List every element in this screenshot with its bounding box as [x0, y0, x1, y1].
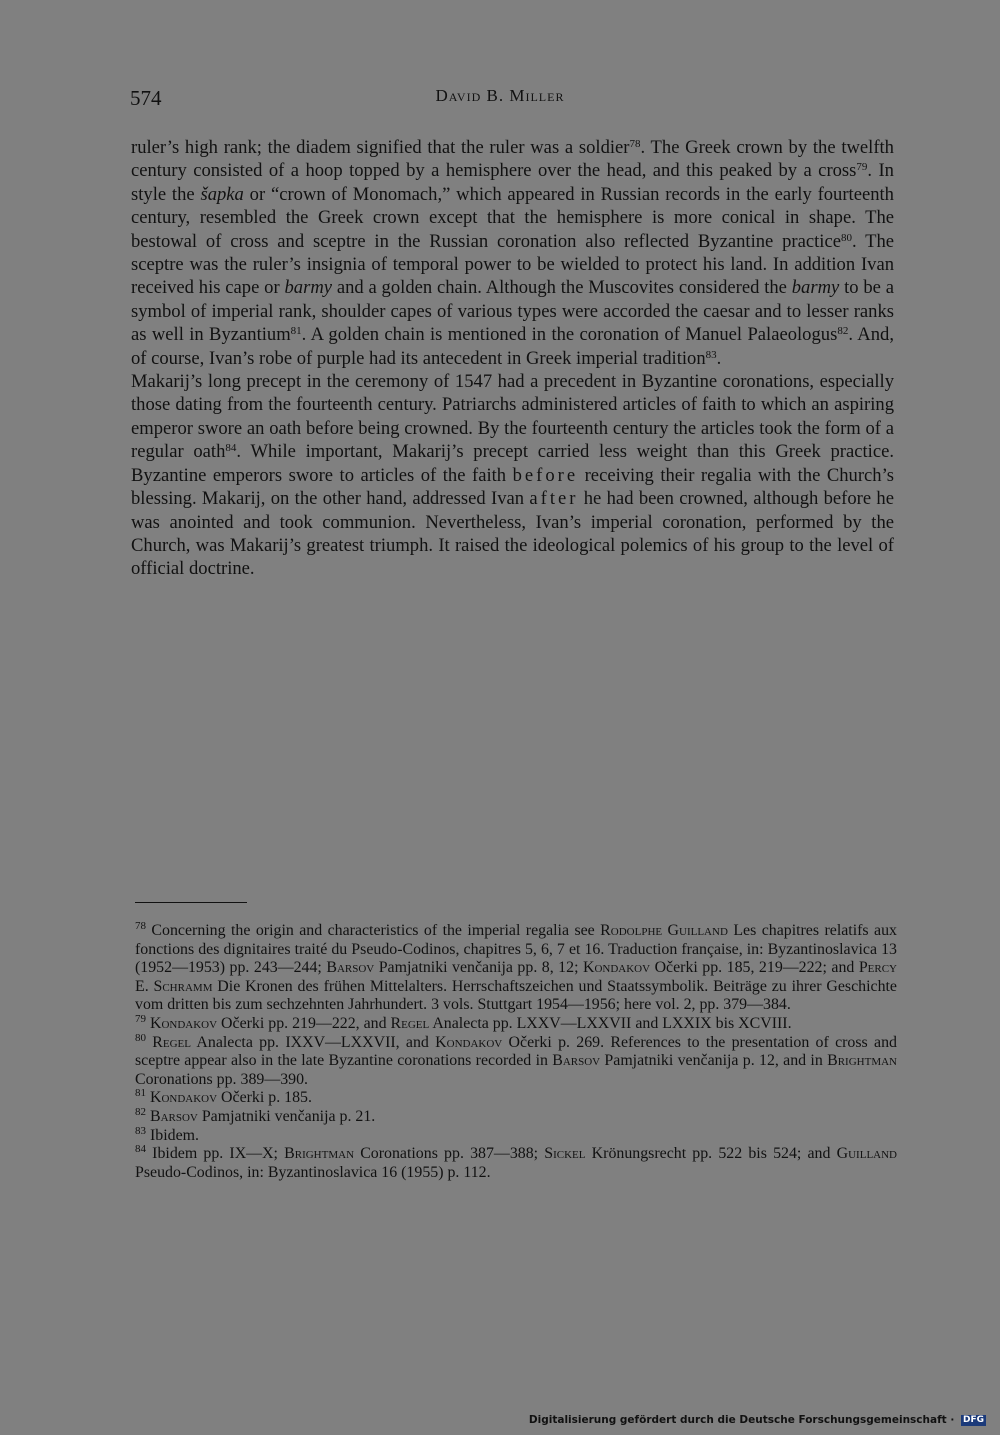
- author-name: Kondakov: [149, 1089, 218, 1107]
- footnote-ref-79: 79: [856, 161, 868, 174]
- footnote-number: 80: [135, 1031, 146, 1044]
- paragraph-2: [131, 370, 894, 581]
- text-run: Ibidem.: [146, 1126, 199, 1144]
- author-name: Sickel: [544, 1145, 586, 1163]
- author-name: Brightman: [284, 1145, 355, 1163]
- author-name: Kondakov: [582, 959, 651, 977]
- author-name: Kondakov: [149, 1014, 218, 1032]
- footnote-ref-81: 81: [290, 325, 302, 338]
- text-run: Krönungsrecht pp. 522 bis 524; and: [585, 1145, 837, 1163]
- footnote-82: [135, 1105, 897, 1127]
- footnote-divider: [135, 902, 247, 903]
- author-name: Kondakov: [435, 1033, 503, 1051]
- footnote-ref-84: 84: [225, 442, 237, 455]
- footnote-ref-82: 82: [837, 325, 849, 338]
- text-run: Očerki p. 185.: [217, 1089, 312, 1107]
- credit-text: Digitalisierung gefördert durch die Deutsche Forschungsgemeinschaft ·: [528, 1414, 955, 1426]
- footnote-number: 79: [135, 1012, 146, 1025]
- footnote-number: 78: [135, 919, 146, 932]
- footnote-80: [135, 1031, 897, 1090]
- footnote-84: [135, 1145, 897, 1182]
- body-text: [131, 136, 894, 581]
- footnote-ref-83: 83: [705, 348, 717, 361]
- footnotes: [135, 919, 898, 1182]
- text-run: .: [716, 347, 722, 369]
- emphasis-after: after: [529, 488, 579, 510]
- author-name: Percy E. Schramm: [135, 959, 898, 995]
- text-run: Coronations pp. 387—388;: [354, 1145, 545, 1163]
- author-name: Barsov: [552, 1052, 601, 1070]
- text-run: Ibidem pp. IX—X;: [146, 1145, 285, 1163]
- paragraph-1: [131, 136, 894, 370]
- author-name: Barsov: [149, 1107, 198, 1125]
- footnote-number: 82: [135, 1105, 146, 1118]
- footnote-number: 81: [135, 1087, 146, 1100]
- text-run: Coronations pp. 389—390.: [135, 1070, 309, 1088]
- digitization-credit: [529, 1414, 986, 1426]
- text-run: Pamjatniki venčanija pp. 8, 12;: [374, 959, 583, 977]
- running-head: David B. Miller: [435, 86, 565, 105]
- text-run: . In style the: [131, 160, 894, 205]
- text-run: Die Kronen des frühen Mittelalters. Herrschaftszeichen und Staatssymbolik. Beiträge zu ihrer Geschichte vom dritten bis zum sechzehnten Jahrhundert. 3 vols. Stuttgart 1954—1956; here vol. 2, pp. 379—384.: [135, 977, 897, 1014]
- term-barmy: barmy: [791, 277, 840, 299]
- text-run: or “crown of Monomach,” which appeared in Russian records in the early fourteenth century, resembled the Greek crown except that the hemisphere is more conical in shape. The bestowal of cross and sceptre in the Russian coronation also reflected Byzantine practice: [131, 183, 894, 252]
- text-run: Pseudo-Codinos, in: Byzantinoslavica 16 (1955) p. 112.: [135, 1163, 491, 1181]
- text-run: to be a symbol of imperial rank, shoulder capes of various types were accorded the caesar and to lesser ranks as well in Byzantium: [131, 277, 894, 346]
- text-run: . And, of course, Ivan’s robe of purple had its antecedent in Greek imperial tradition: [131, 324, 894, 369]
- author-name: Regel: [390, 1014, 430, 1032]
- footnote-83: [135, 1124, 897, 1146]
- footnote-ref-80: 80: [840, 231, 852, 244]
- author-name: Brightman: [827, 1052, 897, 1070]
- text-run: Concerning the origin and characteristics of the imperial regalia see: [146, 922, 601, 939]
- dfg-logo-icon: DFG: [962, 1414, 984, 1425]
- text-run: he had been crowned, although before he was anointed and took communion. Nevertheless, Ivan’s imperial coronation, performed by the Church, was Makarij’s greatest triumph. It raised the ideological polemics of his group to the level of official doctrine.: [131, 488, 894, 580]
- author-name: Guilland: [836, 1145, 897, 1163]
- text-run: Analecta pp. IXXV—LXXVII, and: [191, 1033, 436, 1051]
- author-name: Barsov: [326, 959, 375, 977]
- text-run: Pamjatniki venčanija p. 21.: [197, 1107, 376, 1125]
- footnote-number: 83: [135, 1124, 146, 1137]
- emphasis-before: before: [512, 464, 579, 486]
- text-run: Očerki p. 269. References to the presentation of cross and sceptre appear also in the late Byzantine coronations recorded in: [135, 1033, 897, 1070]
- footnote-ref-78: 78: [629, 137, 641, 150]
- author-name: Rodolphe Guilland: [600, 922, 728, 939]
- text-run: receiving their regalia with the Church’s blessing. Makarij, on the other hand, addressed Ivan: [131, 464, 894, 510]
- text-run: Analecta pp. LXXV—LXXVII and LXXIX bis XCVIII.: [429, 1014, 792, 1032]
- footnote-81: [135, 1089, 897, 1108]
- text-run: Les chapitres relatifs aux fonctions des dignitaires traité du Pseudo-Codinos, chapitres 5, 6, 7 et 16. Traduction française, in: Byzantinoslavica 13 (1952—1953) pp. 243—244;: [135, 922, 897, 977]
- text-run: ruler’s high rank; the diadem signified that the ruler was a soldier: [131, 137, 630, 158]
- text-run: . The Greek crown by the twelfth century consisted of a hoop topped by a hemisphere over the head, and this peaked by a cross: [131, 137, 894, 182]
- text-run: Očerki pp. 185, 219—222; and: [650, 959, 859, 977]
- author-name: Regel: [152, 1033, 191, 1051]
- text-run: and a golden chain. Although the Muscovites considered the: [332, 277, 792, 299]
- text-run: Makarij’s long precept in the ceremony of 1547 had a precedent in Byzantine coronations, especially those dating from the fourteenth century. Patriarchs administered articles of faith to which an aspiring emperor swore an oath before being crowned. By the fourteenth century the articles took the form of a regular oath: [131, 371, 894, 463]
- footnote-number: 84: [135, 1143, 146, 1156]
- term-barmy: barmy: [284, 277, 332, 299]
- text-run: . While important, Makarij’s precept carried less weight than this Greek practice. Byzantine emperors swore to articles of the faith: [131, 441, 894, 486]
- footnote-78: [135, 919, 898, 1015]
- text-run: Očerki pp. 219—222, and: [217, 1014, 391, 1032]
- text-run: . A golden chain is mentioned in the coronation of Manuel Palaeologus: [301, 324, 838, 346]
- page-number: 574: [130, 86, 162, 110]
- text-run: . The sceptre was the ruler’s insignia of temporal power to be wielded to protect his land. In addition Ivan received his cape or: [131, 230, 894, 299]
- text-run: Pamjatniki venčanija p. 12, and in: [600, 1052, 828, 1070]
- footnote-79: [135, 1012, 897, 1034]
- term-sapka: šapka: [200, 183, 244, 205]
